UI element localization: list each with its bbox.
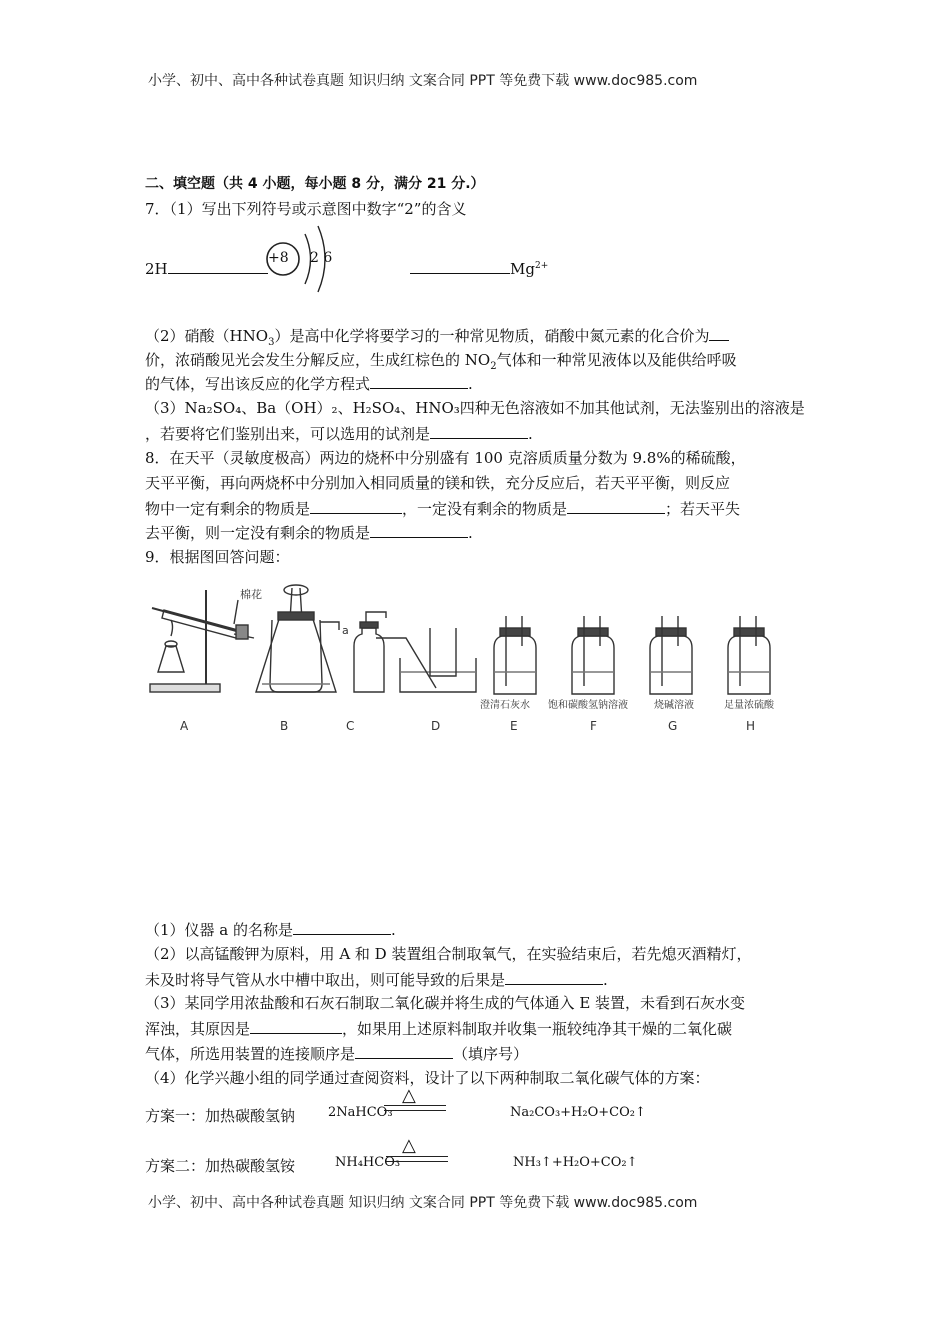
apparatus-figure	[144, 576, 784, 736]
q8-line1: 8．在天平（灵敏度极高）两边的烧杯中分别盛有 100 克溶质质量分数为 9.8%的稀硫酸，	[145, 449, 746, 467]
instrument-a-label: a	[342, 624, 349, 637]
answer-blank[interactable]	[709, 324, 729, 341]
text-run: 气体和一种常见液体以及能供给呼吸	[496, 351, 737, 369]
text-run: 未及时将导气管从水中槽中取出，则可能导致的后果是	[145, 971, 506, 989]
label-f: F	[590, 719, 597, 733]
label-a: A	[180, 719, 189, 733]
text-run: 去平衡，则一定没有剩余的物质是	[145, 524, 371, 542]
bottle-e-content: 澄清石灰水	[480, 700, 530, 711]
label-b: B	[280, 719, 289, 733]
text-run: 3	[268, 337, 275, 348]
q7-p3-line1: （3）Na₂SO₄、Ba（OH）₂、H₂SO₄、HNO₃四种无色溶液如不加其他试剂，无法鉴别出的溶液是	[145, 399, 805, 417]
q9-p3-line1: （3）某同学用浓盐酸和石灰石制取二氧化碳并将生成的气体通入 E 装置，未看到石灰水变	[145, 994, 746, 1012]
apparatus-f	[572, 616, 614, 694]
label-d: D	[431, 719, 441, 733]
q9-stem: 9．根据图回答问题：	[145, 548, 290, 566]
answer-blank[interactable]	[250, 1017, 342, 1034]
text-run: 气体，所选用装置的连接顺序是	[145, 1045, 356, 1063]
page-header: 小学、初中、高中各种试卷真题 知识归纳 文案合同 PPT 等免费下载 www.doc985.com	[148, 73, 698, 89]
bottle-g-content: 烧碱溶液	[654, 700, 694, 711]
bottle-h-content: 足量浓硫酸	[724, 700, 774, 711]
section-title: 二、填空题（共 4 小题，每小题 8 分，满分 21 分.）	[145, 176, 485, 192]
q7-left-symbol: 2H	[145, 260, 168, 278]
text-run: （2）硝酸（HNO	[145, 327, 269, 345]
text-run: ，如果用上述原料制取并收集一瓶较纯净其干燥的二氧化碳	[342, 1020, 733, 1038]
q8-line3	[145, 497, 740, 520]
plan1-reactant: 2NaHCO₃	[328, 1105, 393, 1120]
plan2-label: 方案二：加热碳酸氢铵	[145, 1157, 296, 1175]
apparatus-b	[256, 585, 339, 692]
text-run: 2	[490, 361, 497, 372]
q9-p1: （1）仪器 a 的名称是 .	[145, 918, 396, 941]
q7-right-item	[410, 257, 548, 278]
q9-p2-line1: （2）以高锰酸钾为原料，用 A 和 D 装置组合制取氧气，在实验结束后，若先熄灭酒精灯，	[145, 945, 752, 963]
answer-blank[interactable]	[293, 918, 391, 935]
answer-blank[interactable]	[168, 257, 268, 274]
text-run: ，一定没有剩余的物质是	[402, 500, 568, 518]
text-run: （1）仪器 a 的名称是	[145, 921, 294, 939]
answer-blank[interactable]	[505, 968, 603, 985]
apparatus-e	[494, 616, 536, 694]
cotton-label: 棉花	[240, 588, 262, 601]
label-g: G	[668, 719, 678, 733]
label-c: C	[346, 719, 355, 733]
text-run: 物中一定有剩余的物质是	[145, 500, 311, 518]
q8-line4: 去平衡，则一定没有剩余的物质是 .	[145, 521, 473, 544]
plan1-heat-symbol: △	[402, 1085, 416, 1106]
plan1-label: 方案一：加热碳酸氢钠	[145, 1107, 296, 1125]
q9-p2-line2: 未及时将导气管从水中槽中取出，则可能导致的后果是 .	[145, 968, 608, 991]
q8-line2: 天平平衡，再向两烧杯中分别加入相同质量的镁和铁，充分反应后，若天平平衡，则反应	[145, 474, 731, 492]
page-footer: 小学、初中、高中各种试卷真题 知识归纳 文案合同 PPT 等免费下载 www.doc985.com	[148, 1195, 698, 1211]
answer-blank[interactable]	[430, 422, 528, 439]
apparatus-h	[728, 616, 770, 694]
text-run: 价，浓硝酸见光会发生分解反应，生成红棕色的 NO	[145, 351, 491, 369]
text-run: ；若天平失	[665, 500, 741, 518]
answer-blank[interactable]	[370, 372, 468, 389]
nucleus-charge: +8	[268, 250, 289, 266]
plan2-equals-line	[386, 1156, 448, 1162]
q7-right-charge: 2+	[534, 261, 549, 271]
plan2-product: NH₃↑+H₂O+CO₂↑	[513, 1155, 638, 1170]
label-e: E	[510, 719, 518, 733]
q9-p3-line2	[145, 1017, 732, 1040]
q7-right-symbol: Mg	[510, 260, 535, 278]
answer-blank[interactable]	[567, 497, 665, 514]
q9-p4: （4）化学兴趣小组的同学通过查阅资料，设计了以下两种制取二氧化碳气体的方案：	[145, 1069, 710, 1087]
answer-blank[interactable]	[310, 497, 402, 514]
plan2-reactant: NH₄HCO₃	[335, 1155, 401, 1170]
label-h: H	[746, 719, 756, 733]
answer-blank[interactable]	[410, 257, 510, 274]
apparatus-d	[376, 628, 476, 692]
q7-stem: 7．（1）写出下列符号或示意图中数字“2”的含义	[145, 200, 467, 218]
apparatus-c	[354, 612, 386, 692]
bottle-f-content: 饱和碳酸氢钠溶液	[548, 700, 628, 711]
text-run: 的气体，写出该反应的化学方程式	[145, 375, 371, 393]
text-run: ）是高中化学将要学习的一种常见物质，硝酸中氮元素的化合价为	[274, 327, 710, 345]
plan1-equals-line	[384, 1105, 446, 1111]
text-run: 浑浊，其原因是	[145, 1020, 251, 1038]
q7-p2-line3: 的气体，写出该反应的化学方程式 .	[145, 372, 473, 395]
apparatus-a	[150, 590, 254, 692]
q7-p3-line2: ，若要将它们鉴别出来，可以选用的试剂是 .	[145, 422, 533, 445]
answer-blank[interactable]	[355, 1042, 453, 1059]
plan1-product: Na₂CO₃+H₂O+CO₂↑	[510, 1105, 646, 1120]
apparatus-g	[650, 616, 692, 694]
shell-electrons: 2 6	[310, 250, 333, 266]
q7-left-item	[145, 257, 268, 280]
answer-blank[interactable]	[370, 521, 468, 538]
plan2-heat-symbol: △	[402, 1135, 416, 1156]
text-run: ，若要将它们鉴别出来，可以选用的试剂是	[145, 425, 431, 443]
q9-p3-line3	[145, 1042, 528, 1065]
text-run: （填序号）	[453, 1045, 529, 1063]
